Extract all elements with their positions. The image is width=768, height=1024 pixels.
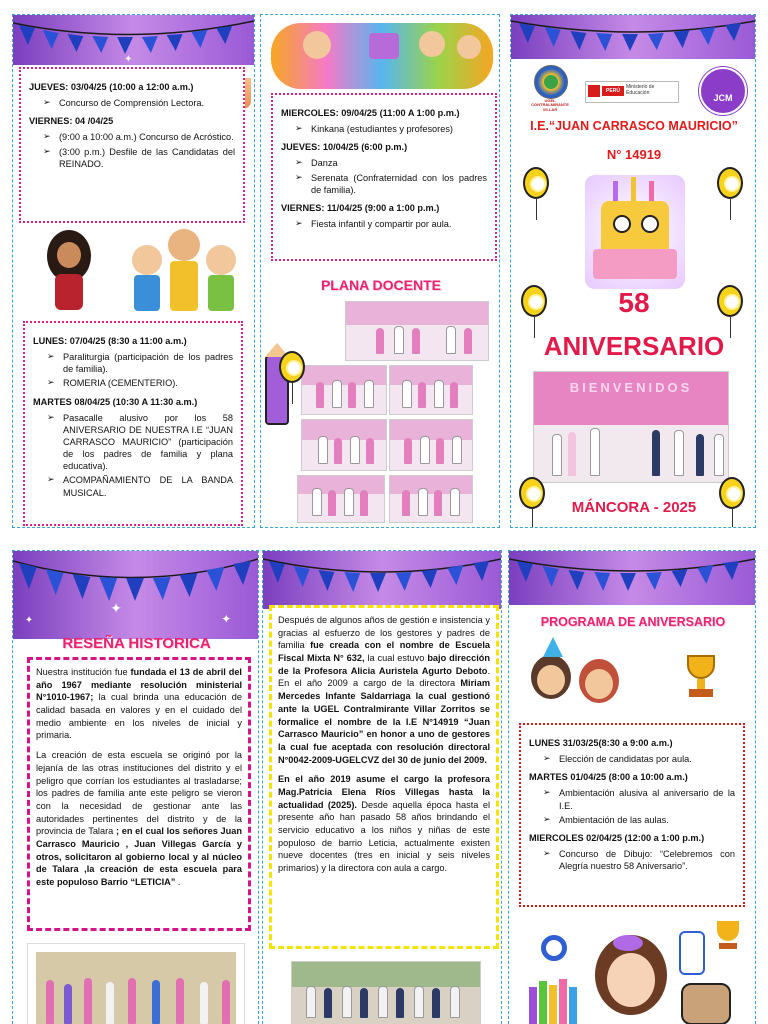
activity-item: ➢ Concurso de Comprensión Lectora. <box>43 97 235 109</box>
schedule-box-top <box>19 67 245 223</box>
activity-list <box>29 97 235 109</box>
day-heading: JUEVES: 03/04/25 (10:00 a 12:00 a.m.) <box>29 82 194 92</box>
teachers-photo <box>389 475 473 523</box>
ugel-logo-caption: UGEL CONTRALMIRANTE VILLAR <box>531 98 569 112</box>
party-children-illustration <box>271 23 493 89</box>
community-group-photo <box>27 943 245 1024</box>
activity-list <box>29 131 235 169</box>
activity-item: ➢ Elección de candidatas por aula. <box>543 753 735 765</box>
activity-list <box>529 787 735 825</box>
activity-item: ➢ Pasacalle alusivo por los 58 ANIVERSARIO DE NUESTRA I.E “JUAN CARRASCO MAURICIO” (participación de los padres de familia y plana educativa). <box>47 412 233 473</box>
teachers-photo <box>297 475 385 523</box>
day-heading: LUNES: 07/04/25 (8:30 a 11:00 a.m.) <box>33 336 187 346</box>
bunting-banner <box>263 551 501 609</box>
school-staff-photo <box>533 371 729 483</box>
school-number: N° 14919 <box>606 147 662 162</box>
svg-text:✦: ✦ <box>24 614 34 627</box>
activity-list <box>281 218 487 230</box>
activity-item: ➢ Ambientación alusiva al aniversario de la I.E. <box>543 787 735 811</box>
teachers-photo <box>301 419 387 471</box>
teachers-photo <box>389 365 473 415</box>
panel-4 <box>12 550 259 1024</box>
bunting-banner <box>509 551 755 605</box>
history-paragraph-1: Nuestra institución fue fundada el 13 de abril del año 1967 mediante resolución ministerial N°1010-1967; la cual brinda una educación de calidad basada en valores y en el cuidado del medio ambiente en los niveles de inicial y primaria. <box>36 667 242 741</box>
balloon-flower-icon <box>523 167 549 199</box>
svg-text:✦: ✦ <box>110 599 122 617</box>
teachers-photo <box>301 365 387 415</box>
crayons-icon <box>529 979 579 1024</box>
scissors-icon <box>541 935 567 961</box>
history-paragraph-2: La creación de esta escuela se originó por la lejanía de las otras instituciones del distrito y el peligro que corrían los estudiantes al trasladarse; los padres de familia ante este peligro se vieron con la necesidad de gestionar ante las autoridades pertinentes del distrito y de la provincia de Talara ; en el cual los señores Juan Carrasco Mauricio , Juan Villegas García y otros, solicitaron al gobierno local y al núcleo de Talara ,la creación de esta escuela para este populoso Barrio “LETICIA” . <box>36 750 242 887</box>
jcm-logo-text: JCM <box>713 93 733 103</box>
anniversary-word: ANIVERSARIO <box>543 331 725 361</box>
day-heading: MIERCOLES 02/04/25 (12:00 a 1:00 p.m.) <box>529 832 705 843</box>
teachers-photo <box>389 419 473 471</box>
day-heading: MARTES 01/04/25 (8:00 a 10:00 a.m.) <box>529 772 688 783</box>
children-party-illustration <box>521 637 631 719</box>
activity-list <box>529 753 735 765</box>
students-formation-photo <box>291 961 481 1024</box>
activity-item: ➢ Paraliturgia (participación de los padres de familia). <box>47 351 233 375</box>
day-heading: MIERCOLES: 09/04/25 (11:00 A 1:00 p.m.) <box>281 108 460 118</box>
jcm-logo <box>699 67 747 115</box>
program-schedule-box <box>519 723 745 907</box>
welcome-banner-text: BIENVENIDOS <box>569 380 693 395</box>
history-continued-box <box>269 605 499 949</box>
teachers-photo <box>345 301 489 361</box>
day-heading: LUNES 31/03/25(8:30 a 9:00 a.m.) <box>529 738 673 748</box>
activity-list <box>33 412 233 499</box>
balloon-flower-icon <box>717 167 743 199</box>
program-title: PROGRAMA DE ANIVERSARIO <box>540 615 726 629</box>
ugel-logo <box>527 65 573 111</box>
activity-list <box>281 157 487 195</box>
school-supplies-illustration <box>521 921 751 1024</box>
bunting-banner <box>13 15 254 65</box>
panel-6 <box>508 550 756 1024</box>
ministry-logo <box>585 81 679 103</box>
schedule-box <box>271 93 497 261</box>
history-paragraph-4: En el año 2019 asume el cargo la profesora Mag.Patricia Elena Ríos Villegas hasta la actualidad (2025). Desde aquella época hasta el presente año han pasado 58 años brindando el servicio educativo a los niños y niñas de este populoso de barrio Leticia, actualmente existen nueve docentes (tres en inicial y seis niveles primarios) y la directora con aula a cargo. <box>278 774 490 874</box>
day-heading: VIERNES: 11/04/25 (9:00 a 1:00 p.m.) <box>281 202 440 213</box>
history-title: RESEÑA HISTORICA <box>62 635 211 652</box>
trophy-icon <box>681 655 721 701</box>
school-name: I.E.“JUAN CARRASCO MAURICIO” <box>530 119 738 133</box>
anniversary-number: 58 <box>618 287 650 318</box>
panel-5 <box>262 550 502 1024</box>
balloon-flower-icon <box>279 351 305 383</box>
activity-item: ➢ Danza <box>295 157 487 169</box>
day-heading: MARTES 08/04/25 (10:30 A 11:30 a.m.) <box>33 396 198 407</box>
book-character-icon <box>681 983 731 1024</box>
panel-1 <box>12 14 255 528</box>
activity-item: ➢ ROMERIA (CEMENTERIO). <box>47 377 233 389</box>
panel-2 <box>260 14 500 528</box>
activity-item: ➢ Kinkana (estudiantes y profesores) <box>295 123 487 135</box>
bunting-banner <box>511 15 755 59</box>
activity-list <box>33 351 233 389</box>
activity-item: ➢ Concurso de Dibujo: “Celebremos con Alegría nuestro 58 Aniversario”. <box>543 848 735 872</box>
svg-text:✦: ✦ <box>221 611 232 627</box>
ministry-logo-peru: PERÚ <box>602 86 624 96</box>
history-paragraph-3: Después de algunos años de gestión e insistencia y gracias al esfuerzo de los gestores y padres de familia fue creada con el nombre de Escuela Fiscal Mixta N° 632, la cual estuvo bajo dirección de la Profesora Alicia Auristela Agurto Deboto. En el año 2009 a cargo de la directora Miriam Mercedes Infante Saldarriaga la cual gestionó ante la UGEL Contralmirante Villar Zorritos se formalice el nombre de la I.E N°14919 “Juan Carrasco Mauricio” en honor a uno de gestores la cual fue aceptada con resolución directoral N°0042-2009-UGELCVZ del 30 de junio del 2009. <box>278 615 491 765</box>
history-text-box <box>27 657 251 931</box>
activity-list <box>281 123 487 135</box>
day-heading: VIERNES: 04 /04/25 <box>29 116 114 127</box>
place-year: MÁNCORA - 2025 <box>571 499 697 516</box>
activity-list <box>529 848 735 872</box>
teachers-photo-collage <box>295 299 495 525</box>
trophy-icon <box>713 921 743 951</box>
girl-character-illustration <box>591 935 671 1024</box>
schedule-box-bottom <box>23 321 243 526</box>
girl-singing-illustration <box>41 230 99 310</box>
children-trophy-illustration <box>128 225 243 315</box>
activity-item: ➢ (3:00 p.m.) Desfile de las Candidatas del REINADO. <box>43 146 235 170</box>
activity-item: ➢ Fiesta infantil y compartir por aula. <box>295 218 487 230</box>
panel-3 <box>510 14 756 528</box>
birthday-cake-illustration <box>585 175 685 289</box>
activity-item: ➢ Serenata (Confraternidad con los padres de familia). <box>295 172 487 196</box>
activity-item: ➢ Ambientación de las aulas. <box>543 814 735 826</box>
plana-docente-title: PLANA DOCENTE <box>320 277 442 293</box>
activity-item: ➢ ACOMPAÑAMIENTO DE LA BANDA MUSICAL. <box>47 474 233 498</box>
svg-text:✦: ✦ <box>124 53 133 65</box>
day-heading: JUEVES: 10/04/25 (6:00 p.m.) <box>281 142 408 153</box>
bunting-banner <box>13 551 258 639</box>
glue-bottle-icon <box>679 931 705 975</box>
activity-item: ➢ (9:00 a 10:00 a.m.) Concurso de Acróstico. <box>43 131 235 143</box>
ministry-logo-name: Ministerio de Educación <box>626 84 655 96</box>
